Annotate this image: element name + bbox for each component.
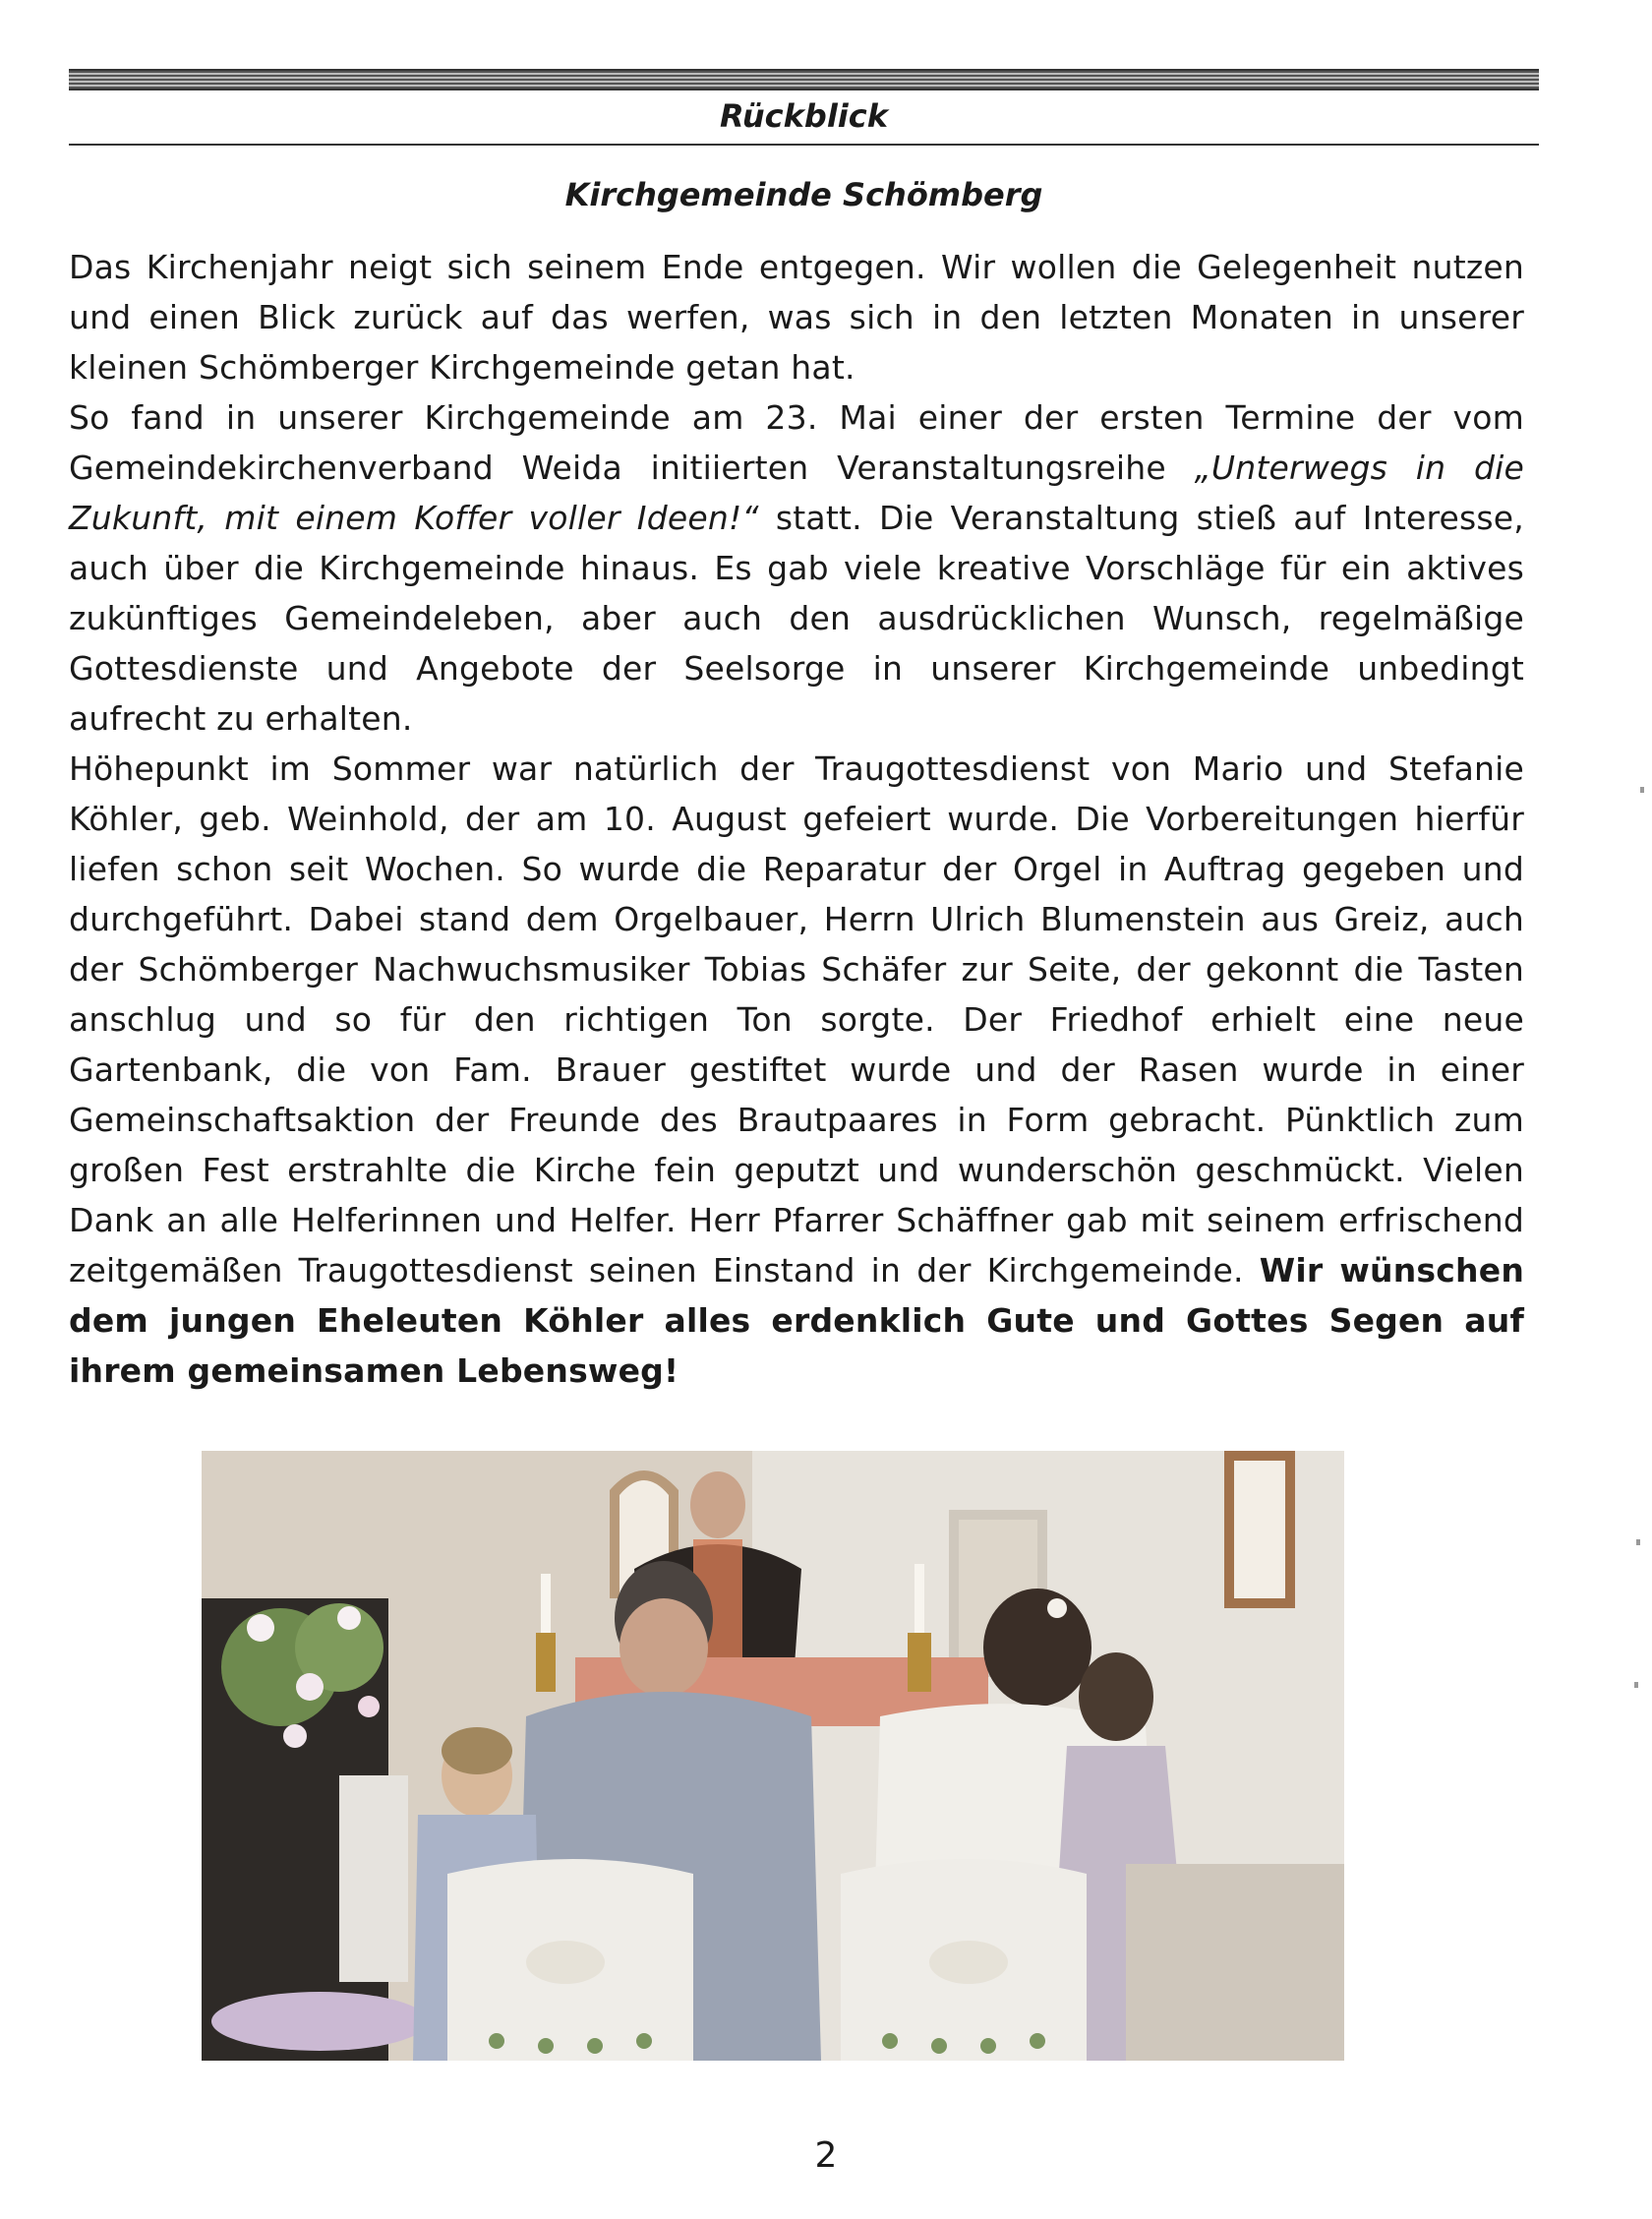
header-rule-thick	[69, 69, 1539, 90]
article-body	[69, 242, 1524, 1396]
article-title: Kirchgemeinde Schömberg	[564, 176, 1043, 213]
wedding-photo	[202, 1451, 1344, 2061]
scan-artifact	[1634, 1682, 1638, 1688]
page-number: 2	[814, 2135, 838, 2176]
paragraph-event-text-a: So fand in unserer Kirchgemeinde am 23. Mai einer der ersten Termine der vom Gemeindekirchenverband Weida initiierten Veranstaltungsreihe	[69, 398, 1524, 487]
wedding-blessing: Wir wünschen dem jungen Eheleuten Köhler alles erdenklich Gute und Gottes Segen auf ihrem gemeinsamen Lebensweg!	[69, 1251, 1525, 1390]
paragraph-wedding	[69, 744, 1524, 1396]
header-rule-thin	[69, 144, 1539, 146]
paragraph-wedding-text: Höhepunkt im Sommer war natürlich der Traugottesdienst von Mario und Stefanie Köhler, geb. Weinhold, der am 10. August gefeiert wurde. Die Vorbereitungen hierfür liefen schon seit Wochen. So wurde die Reparatur der Orgel in Auftrag gegeben und durchgeführt. Dabei stand dem Orgelbauer, Herrn Ulrich Blumenstein aus Greiz, auch der Schömberger Nachwuchsmusiker Tobias Schäfer zur Seite, der gekonnt die Tasten anschlug und so für den richtigen Ton sorgte. Der Friedhof erhielt eine neue Gartenbank, die von Fam. Brauer gestiftet wurde und der Rasen wurde in einer Gemeinschaftsaktion der Freunde des Brautpaares in Form gebracht. Pünktlich zum großen Fest erstrahlte die Kirche fein geputzt und wunderschön geschmückt. Vielen Dank an alle Helferinnen und Helfer. Herr Pfarrer Schäffner gab mit seinem erfrischend zeitgemäßen Traugottesdienst seinen Einstand in der Kirchgemeinde.	[69, 750, 1524, 1289]
paragraph-intro: Das Kirchenjahr neigt sich seinem Ende entgegen. Wir wollen die Gelegenheit nutzen und einen Blick zurück auf das werfen, was sich in den letzten Monaten in unserer kleinen Schömberger Kirchgemeinde getan hat.	[69, 248, 1524, 387]
section-title: Rückblick	[719, 97, 888, 135]
scan-artifact	[1636, 1539, 1640, 1545]
paragraph-event	[69, 392, 1524, 744]
paragraph-event-text-b: statt. Die Veranstaltung stieß auf Interesse, auch über die Kirchgemeinde hinaus. Es gab viele kreative Vorschläge für ein aktives zukünftiges Gemeindeleben, aber auch den ausdrücklichen Wunsch, regelmäßige Gottesdienste und Angebote der Seelsorge in unserer Kirchgemeinde unbedingt aufrecht zu erhalten.	[69, 499, 1524, 738]
wedding-photo-illustration	[202, 1451, 1344, 2061]
scan-artifact	[1640, 787, 1644, 793]
event-series-title: „Unterwegs in die Zukunft, mit einem Koffer voller Ideen!“	[69, 449, 1524, 537]
